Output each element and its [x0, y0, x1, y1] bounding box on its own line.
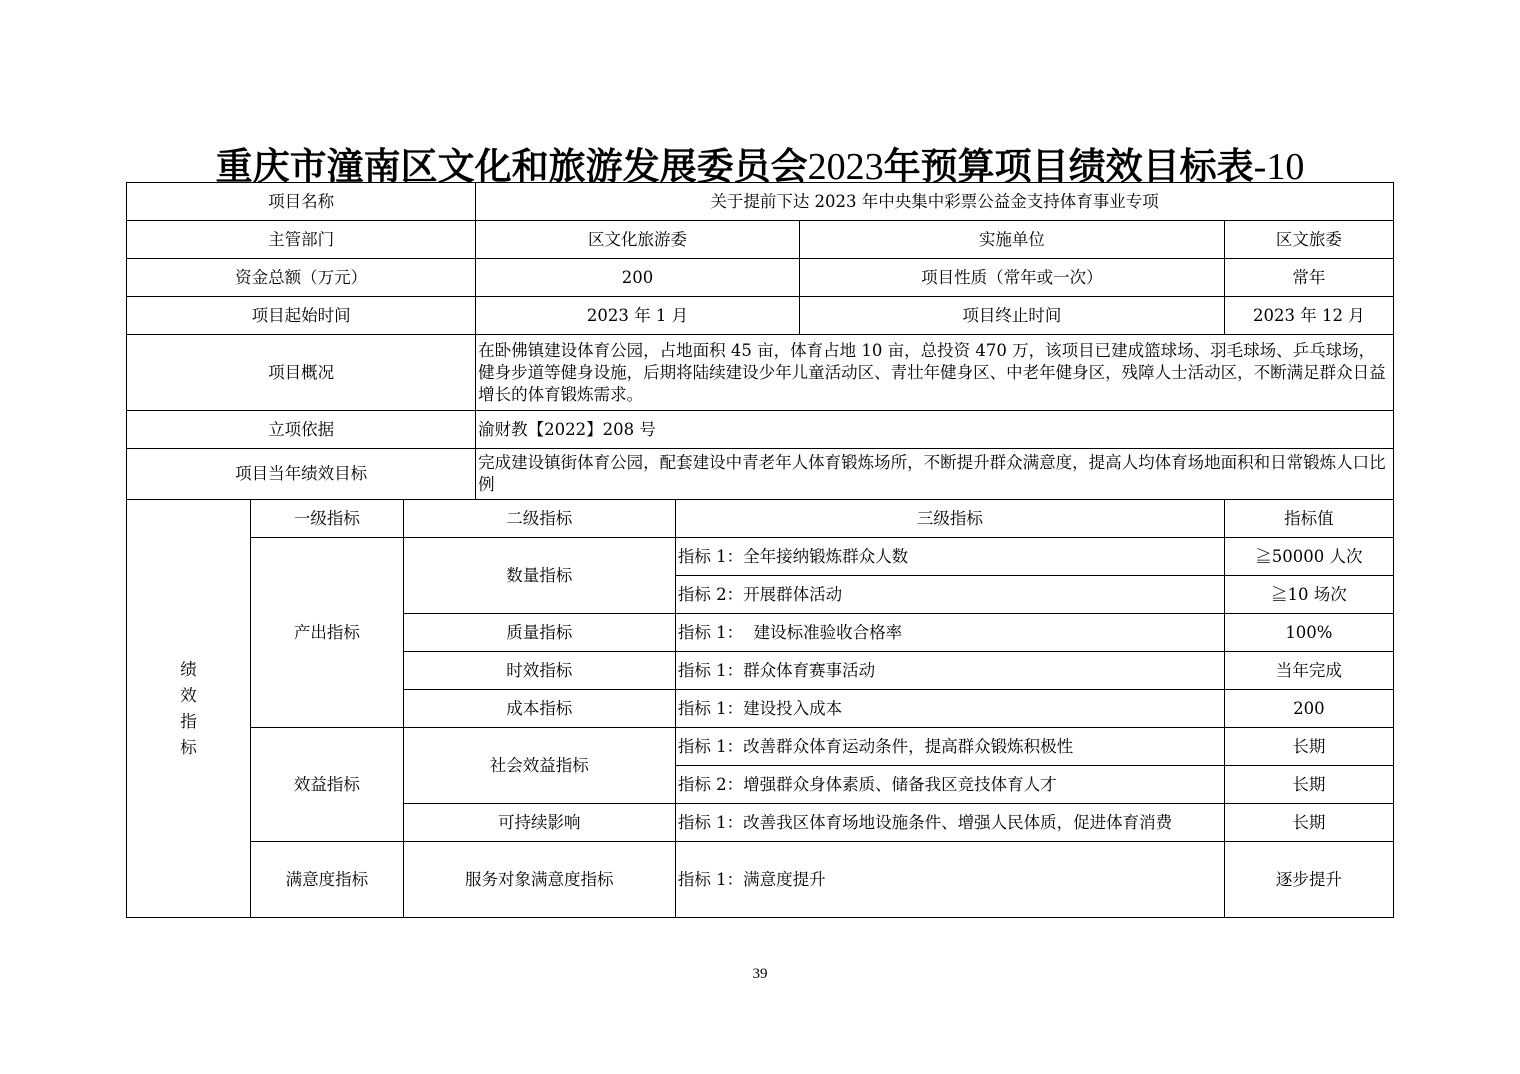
title-part2: 年预算项目绩效目标表: [883, 145, 1254, 188]
end-label: 项目终止时间: [799, 297, 1224, 335]
social-value-1: 长期: [1224, 728, 1393, 766]
row-fund: [127, 259, 1394, 297]
page-number: 39: [752, 966, 768, 982]
header-level2: 二级指标: [403, 500, 675, 538]
nature-label: 项目性质（常年或一次）: [799, 259, 1224, 297]
social-label: 社会效益指标: [403, 728, 675, 804]
social-indicator-2: 指标 2：增强群众身体素质、储备我区竞技体育人才: [675, 766, 1224, 804]
side-char: 效: [180, 685, 197, 705]
quantity-value-1: ≧50000 人次: [1224, 538, 1393, 576]
row-perf-header: [127, 500, 1394, 538]
project-name-value: 关于提前下达 2023 年中央集中彩票公益金支持体育事业专项: [476, 183, 1394, 221]
start-label: 项目起始时间: [127, 297, 476, 335]
header-level1: 一级指标: [251, 500, 404, 538]
side-char: 指: [180, 711, 197, 731]
satisfaction-label: 满意度指标: [251, 842, 404, 918]
quantity-label: 数量指标: [403, 538, 675, 614]
nature-value: 常年: [1224, 259, 1393, 297]
row-project-name: [127, 183, 1394, 221]
impl-label: 实施单位: [799, 221, 1224, 259]
row-goal: [127, 449, 1394, 500]
title-year: 2023: [807, 146, 884, 188]
perf-side-label: [127, 500, 251, 918]
overview-label: 项目概况: [127, 335, 476, 411]
performance-table: [126, 182, 1394, 918]
cost-value-1: 200: [1224, 690, 1393, 728]
fund-label: 资金总额（万元）: [127, 259, 476, 297]
title-part1: 重庆市潼南区文化和旅游发展委员会: [215, 145, 808, 188]
table-row: [127, 728, 1394, 766]
quantity-indicator-2: 指标 2：开展群体活动: [675, 576, 1224, 614]
basis-value: 渝财教【2022】208 号: [476, 411, 1394, 449]
project-name-label: 项目名称: [127, 183, 476, 221]
timeliness-label: 时效指标: [403, 652, 675, 690]
quality-indicator-1: 指标 1： 建设标准验收合格率: [675, 614, 1224, 652]
row-time: [127, 297, 1394, 335]
side-char: 标: [180, 737, 197, 757]
sustain-indicator-1: 指标 1：改善我区体育场地设施条件、增强人民体质，促进体育消费: [675, 804, 1224, 842]
sustain-value-1: 长期: [1224, 804, 1393, 842]
sustain-label: 可持续影响: [403, 804, 675, 842]
quality-label: 质量指标: [403, 614, 675, 652]
table-row: [127, 842, 1394, 918]
social-value-2: 长期: [1224, 766, 1393, 804]
table-row: [127, 538, 1394, 576]
benefit-label: 效益指标: [251, 728, 404, 842]
header-level3: 三级指标: [675, 500, 1224, 538]
goal-label: 项目当年绩效目标: [127, 449, 476, 500]
row-dept: [127, 221, 1394, 259]
satisfaction-indicator-1: 指标 1：满意度提升: [675, 842, 1224, 918]
dept-label: 主管部门: [127, 221, 476, 259]
quantity-indicator-1: 指标 1：全年接纳锻炼群众人数: [675, 538, 1224, 576]
header-value: 指标值: [1224, 500, 1393, 538]
quality-value-1: 100%: [1224, 614, 1393, 652]
goal-value: 完成建设镇街体育公园，配套建设中青老年人体育锻炼场所，不断提升群众满意度，提高人均体育场地面积和日常锻炼人口比例: [476, 449, 1394, 500]
dept-value: 区文化旅游委: [476, 221, 800, 259]
cost-indicator-1: 指标 1：建设投入成本: [675, 690, 1224, 728]
timeliness-indicator-1: 指标 1：群众体育赛事活动: [675, 652, 1224, 690]
social-indicator-1: 指标 1：改善群众体育运动条件，提高群众锻炼积极性: [675, 728, 1224, 766]
row-basis: [127, 411, 1394, 449]
quantity-value-2: ≧10 场次: [1224, 576, 1393, 614]
overview-value: 在卧佛镇建设体育公园，占地面积 45 亩，体育占地 10 亩，总投资 470 万，该项目已建成篮球场、羽毛球场、乒乓球场，健身步道等健身设施，后期将陆续建设少年儿童活动区、青壮年健身区、中老年健身区，残障人士活动区，不断满足群众日益增长的体育锻炼需求。: [476, 335, 1394, 411]
output-label: 产出指标: [251, 538, 404, 728]
satisfaction-value-1: 逐步提升: [1224, 842, 1393, 918]
start-value: 2023 年 1 月: [476, 297, 800, 335]
impl-value: 区文旅委: [1224, 221, 1393, 259]
fund-value: 200: [476, 259, 800, 297]
timeliness-value-1: 当年完成: [1224, 652, 1393, 690]
row-overview: [127, 335, 1394, 411]
service-label: 服务对象满意度指标: [403, 842, 675, 918]
end-value: 2023 年 12 月: [1224, 297, 1393, 335]
side-char: 绩: [180, 659, 197, 679]
cost-label: 成本指标: [403, 690, 675, 728]
title-suffix: -10: [1253, 146, 1305, 188]
basis-label: 立项依据: [127, 411, 476, 449]
